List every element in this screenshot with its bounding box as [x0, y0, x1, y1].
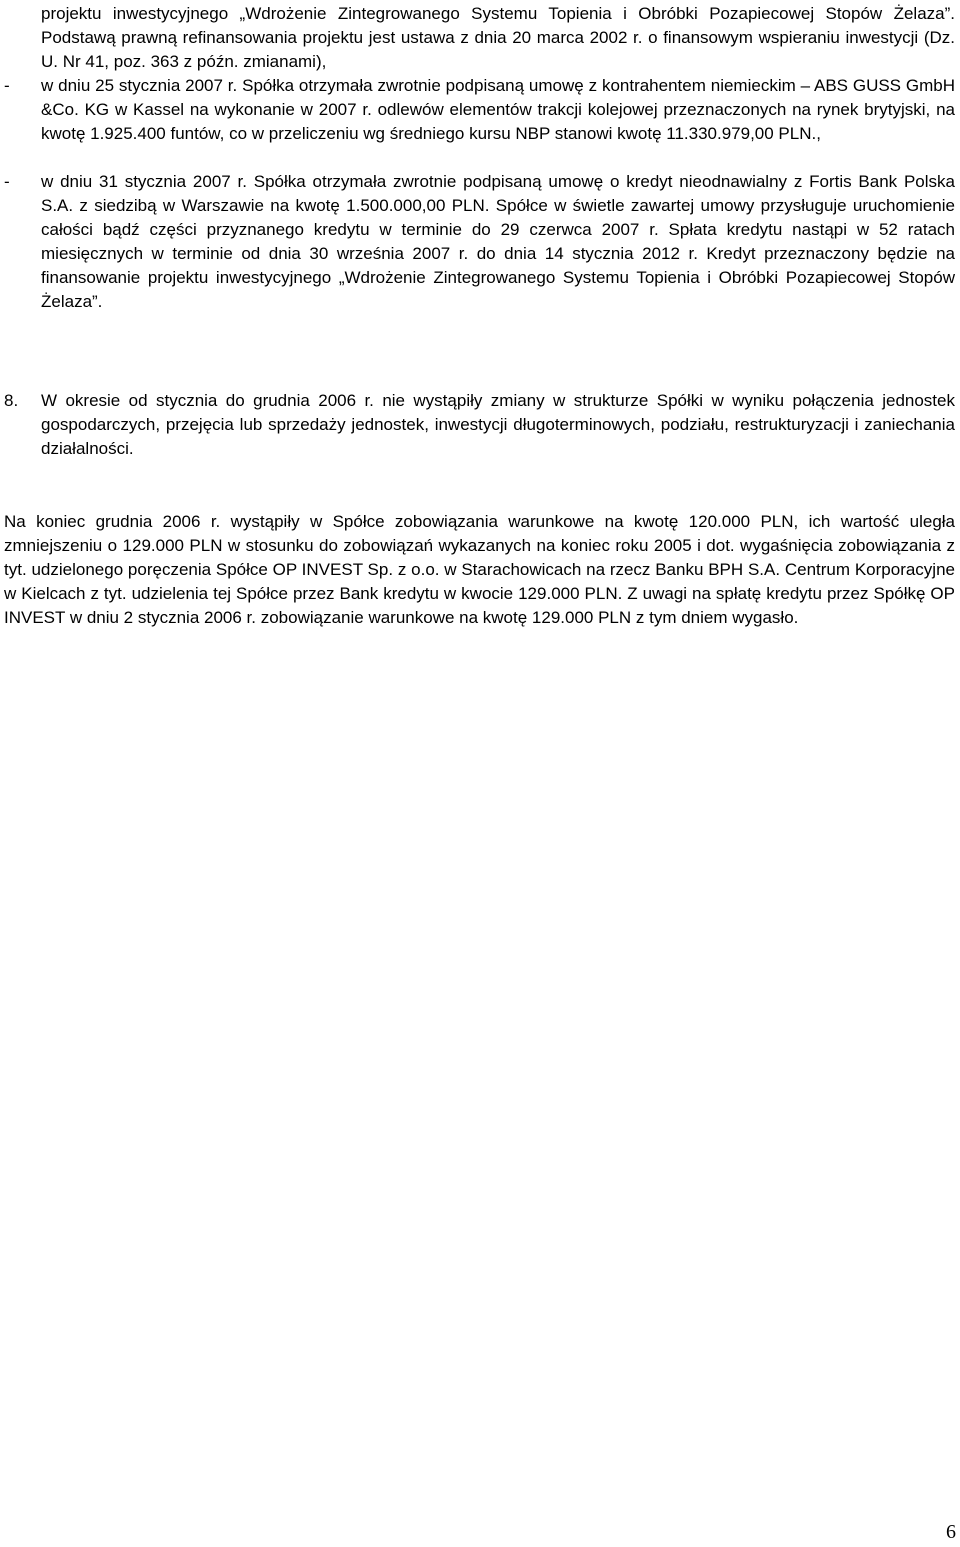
- bullet-item-2: [4, 170, 955, 314]
- page-number: 6: [946, 1521, 956, 1543]
- bullet-text: w dniu 25 stycznia 2007 r. Spółka otrzymała zwrotnie podpisaną umowę z kontrahentem niemieckim – ABS GUSS GmbH &Co. KG w Kassel na wykonanie w 2007 r. odlewów elementów trakcji kolejowej przeznaczonych na rynek brytyjski, na kwotę 1.925.400 funtów, co w przeliczeniu wg średniego kursu NBP stanowi kwotę 11.330.979,00 PLN.,: [41, 76, 955, 143]
- top-paragraph: projektu inwestycyjnego „Wdrożenie Zintegrowanego Systemu Topienia i Obróbki Pozapiecowej Stopów Żelaza”. Podstawą prawną refinansowania projektu jest ustawa z dnia 20 marca 2002 r. o finansowym wspieraniu inwestycji (Dz. U. Nr 41, poz. 363 z późn. zmianami),: [41, 4, 955, 71]
- item-text: W okresie od stycznia do grudnia 2006 r. nie wystąpiły zmiany w strukturze Spółki w wyniku połączenia jednostek gospodarczych, przejęcia lub sprzedaży jednostek, inwestycji długoterminowych, podziału, restrukturyzacji i zaniechania działalności.: [41, 391, 955, 458]
- bullet-text: w dniu 31 stycznia 2007 r. Spółka otrzymała zwrotnie podpisaną umowę o kredyt nieodnawialny z Fortis Bank Polska S.A. z siedzibą w Warszawie na kwotę 1.500.000,00 PLN. Spółce w świetle zawartej umowy przysługuje uruchomienie całości bądź części przyznanego kredytu w terminie do 29 czerwca 2007 r. Spłata kredytu nastąpi w 52 ratach miesięcznych w terminie od dnia 30 września 2007 r. do dnia 14 stycznia 2012 r. Kredyt przeznaczony będzie na finansowanie projektu inwestycyjnego „Wdrożenie Zintegrowanego Systemu Topienia i Obróbki Pozapiecowej Stopów Żelaza”.: [41, 172, 955, 311]
- numbered-item-8: [4, 389, 955, 461]
- bullet-marker: -: [4, 76, 10, 95]
- bullet-marker: -: [4, 172, 10, 191]
- bottom-paragraph: Na koniec grudnia 2006 r. wystąpiły w Spółce zobowiązania warunkowe na kwotę 120.000 PLN, ich wartość uległa zmniejszeniu o 129.000 PLN w stosunku do zobowiązań wykazanych na koniec roku 2005 i dot. wygaśnięcia zobowiązania z tyt. udzielonego poręczenia Spółce OP INVEST Sp. z o.o. w Starachowicach na rzecz Banku BPH S.A. Centrum Korporacyjne w Kielcach z tyt. udzielenia tej Spółce przez Bank kredytu w kwocie 129.000 PLN. Z uwagi na spłatę kredytu przez Spółkę OP INVEST w dniu 2 stycznia 2006 r. zobowiązanie warunkowe na kwotę 129.000 PLN z tym dniem wygasło.: [4, 512, 955, 627]
- item-number: 8.: [4, 391, 19, 410]
- bullet-item-1: [4, 74, 955, 146]
